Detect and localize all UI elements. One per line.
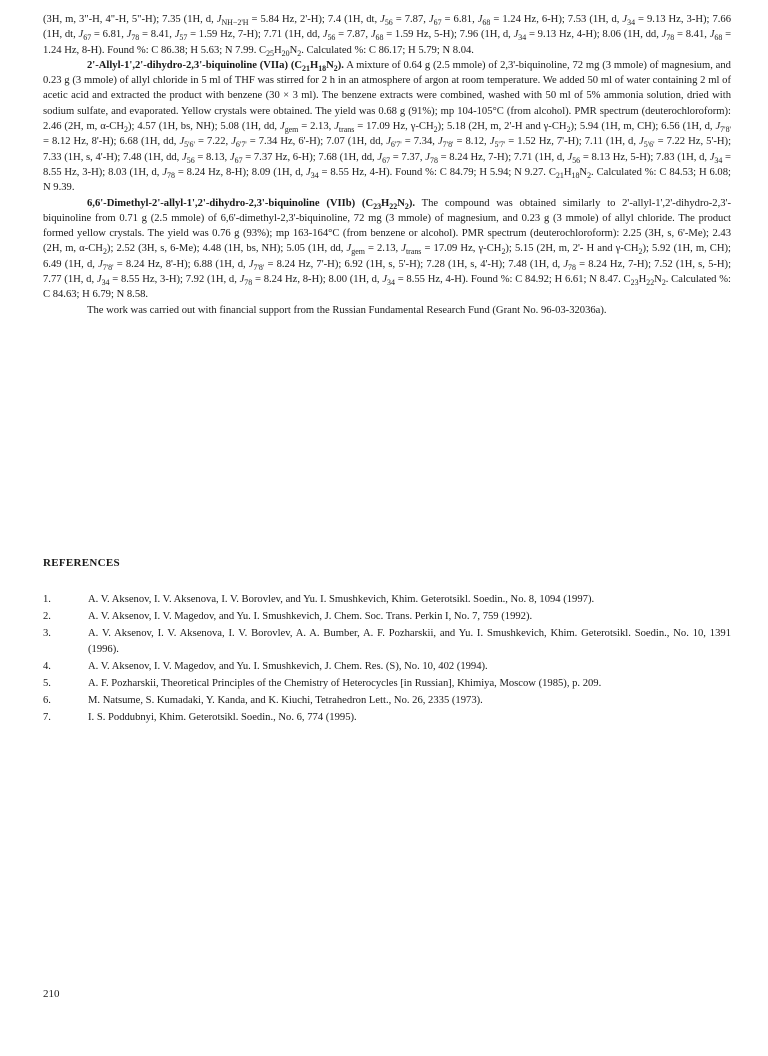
reference-item <box>43 710 731 725</box>
reference-item <box>43 592 731 607</box>
page-number: 210 <box>43 988 60 1000</box>
experimental-continuation: (3H, m, 3"-H, 4"-H, 5"-H); 7.35 (1H, d, $J_{NH-2'H} = 5.84$ Hz, 2'-H); 7.4 (1H, dt, $J_{56} = 7.87$, $J_{67} = 6.81$, $J_{68} = 1.24$ Hz, 6-H); 7.53 (1H, d, $J_{34} = 9.13$ Hz, 3-H); 7.66 (1H, dt, $J_{67} = 6.81$, $J_{78} = 8.41$, $J_{57} = 1.59$ Hz, 7-H); 7.71 (1H, dd, $J_{56} = 7.87$, $J_{68} = 1.59$ Hz, 5-H); 7.96 (1H, d, $J_{34} = 9.13$ Hz, 4-H); 8.06 (1H, dd, $J_{78} = 8.41$, $J_{68} = 1.24$ Hz, 8-H). Found %: C 86.38; H 5.63; N 7.99. $C_{25}H_{20}N_2$. Calculated %: C 86.17; H 5.79; N 8.04. <box>43 14 732 58</box>
reference-number: 2. <box>43 611 51 623</box>
compound-viia-paragraph: 2'-Allyl-1',2'-dihydro-2,3'-biquinoline (VIIa) $(C_{21}H_{18}N_2)$. A mixture of 0.64 g (2.5 mmole) of 2,3'-biquinoline, 72 mg (3 mmole) of magnesium, and 0.23 g (3 mmole) of allyl chloride in 5 ml of THF was stirred for 2 h in an atmosphere of argon at room temperature. We added 50 ml of water containing 2 ml of acetic acid and extracted the product with benzene (30 × 3 ml). The benzene extracts were combined, washed with 50 ml of 5% ammonia solution, dried with sodium sulfate, and evaporated. Yellow crystals were obtained. The yield was 0.68 g (91%); mp 104-105°C (from alcohol). PMR spectrum (deuterochloroform): 2.46 (2H, m, $\alpha-CH_2$); 4.57 (1H, bs, NH); 5.08 (1H, dd, $J_{gem} = 2.13$, $J_{trans} = 17.09$ Hz, $\gamma-CH_2$); 5.18 (2H, m, 2'-H and $\gamma-CH_2$); 5.94 (1H, m, CH); 6.56 (1H, d, $J_{7'8'} = 8.12$ Hz, 8'-H); 6.68 (1H, dd, $J_{5'6'} = 7.22$, $J_{6'7'} = 7.34$ Hz, 6'-H); 7.07 (1H, dd, $J_{6'7'} = 7.34$, $J_{7'8'} = 8.12$, $J_{5'7'} = 1.52$ Hz, 7'-H); 7.11 (1H, d, $J_{5'6'} = 7.22$ Hz, 5'-H); 7.33 (1H, s, 4'-H); 7.48 (1H, dd, $J_{56} = 8.13$, $J_{67} = 7.37$ Hz, 6-H); 7.68 (1H, dd, $J_{67} = 7.37$, $J_{78} = 8.24$ Hz, 7-H); 7.71 (1H, d, $J_{56} = 8.13$ Hz, 5-H); 7.83 (1H, d, $J_{34} = 8.55$ Hz, 3-H); 8.03 (1H, d, $J_{78} = 8.24$ Hz, 8-H); 8.09 (1H, d, $J_{34} = 8.55$ Hz, 4-H). Found %: C 84.79; H 5.94; N 9.27. $C_{21}H_{18}N_2$. Calculated %: C 84.53; H 6.08; N 9.39. <box>43 59 732 194</box>
reference-number: 7. <box>43 712 51 724</box>
reference-item <box>43 659 731 674</box>
article-body <box>43 12 731 318</box>
reference-text: A. V. Aksenov, I. V. Magedov, and Yu. I. Smushkevich, J. Chem. Res. (S), No. 10, 402 (1994). <box>88 660 488 672</box>
reference-text: A. F. Pozharskii, Theoretical Principles of the Chemistry of Heterocycles [in Russian], Khimiya, Moscow (1985), p. 209. <box>88 678 602 690</box>
reference-number: 3. <box>43 628 51 640</box>
reference-text: A. V. Aksenov, I. V. Aksenova, I. V. Borovlev, A. A. Bumber, A. F. Pozharskii, and Yu. I. Smushkevich, Khim. Geterotsikl. Soedin., No. 10, 1391 (1996). <box>88 628 731 655</box>
reference-item <box>43 676 731 691</box>
reference-text: A. V. Aksenov, I. V. Aksenova, I. V. Borovlev, and Yu. I. Smushkevich, Khim. Geterotsikl. Soedin., No. 8, 1094 (1997). <box>88 594 595 605</box>
reference-text: M. Natsume, S. Kumadaki, Y. Kanda, and K. Kiuchi, Tetrahedron Lett., No. 26, 2335 (1973). <box>88 695 483 707</box>
references-heading: REFERENCES <box>43 557 120 569</box>
reference-item <box>43 609 731 624</box>
reference-number: 1. <box>43 594 51 605</box>
reference-text: I. S. Poddubnyi, Khim. Geterotsikl. Soedin., No. 6, 774 (1995). <box>88 712 357 724</box>
reference-number: 5. <box>43 678 51 690</box>
reference-item <box>43 626 731 656</box>
reference-text: A. V. Aksenov, I. V. Magedov, and Yu. I. Smushkevich, J. Chem. Soc. Trans. Perkin I, No. 7, 759 (1992). <box>88 611 533 623</box>
reference-number: 6. <box>43 695 51 707</box>
references-list <box>43 592 731 728</box>
reference-number: 4. <box>43 660 51 672</box>
reference-item <box>43 693 731 708</box>
compound-viib-paragraph: 6,6'-Dimethyl-2'-allyl-1',2'-dihydro-2,3'-biquinoline (VIIb) $(C_{23}H_{22}N_2)$. The compound was obtained similarly to 2'-allyl-1',2'-dihydro-2,3'-biquinoline from 0.71 g (2.5 mmole) of 6,6'-dimethyl-2,3'-biquinoline, 72 mg (3 mmole) of magnesium, and 0.23 g (3 mmole) of allyl chloride. The product formed yellow crystals. The yield was 0.76 g (93%); mp 163-164°C (from benzene or alcohol). PMR spectrum (deuterochloroform): 2.25 (3H, s, 6'-Me); 2.43 (2H, m, $\alpha-CH_2$); 2.52 (3H, s, 6-Me); 4.48 (1H, bs, NH); 5.05 (1H, dd, $J_{gem} = 2.13$, $J_{trans} = 17.09$ Hz, $\gamma-CH_2$); 5.15 (2H, m, 2'- H and $\gamma-CH_2$); 5.92 (1H, m, CH); 6.49 (1H, d, $J_{7'8'} = 8.24$ Hz, 8'-H); 6.88 (1H, d, $J_{7'8'} = 8.24$ Hz, 7'-H); 6.92 (1H, s, 5'-H); 7.28 (1H, s, 4'-H); 7.48 (1H, d, $J_{78} = 8.24$ Hz, 7-H); 7.52 (1H, s, 5-H); 7.77 (1H, d, $J_{34} = 8.55$ Hz, 3-H); 7.92 (1H, d, $J_{78} = 8.24$ Hz, 8-H); 8.00 (1H, d, $J_{34} = 8.55$ Hz, 4-H). Found %: C 84.92; H 6.61; N 8.47. $C_{23}H_{22}N_2$. Calculated %: C 84.63; H 6.79; N 8.58. <box>43 197 732 301</box>
acknowledgment-paragraph: The work was carried out with financial support from the Russian Fundamental Research Fund (Grant No. 96-03-32036a). <box>87 304 607 316</box>
